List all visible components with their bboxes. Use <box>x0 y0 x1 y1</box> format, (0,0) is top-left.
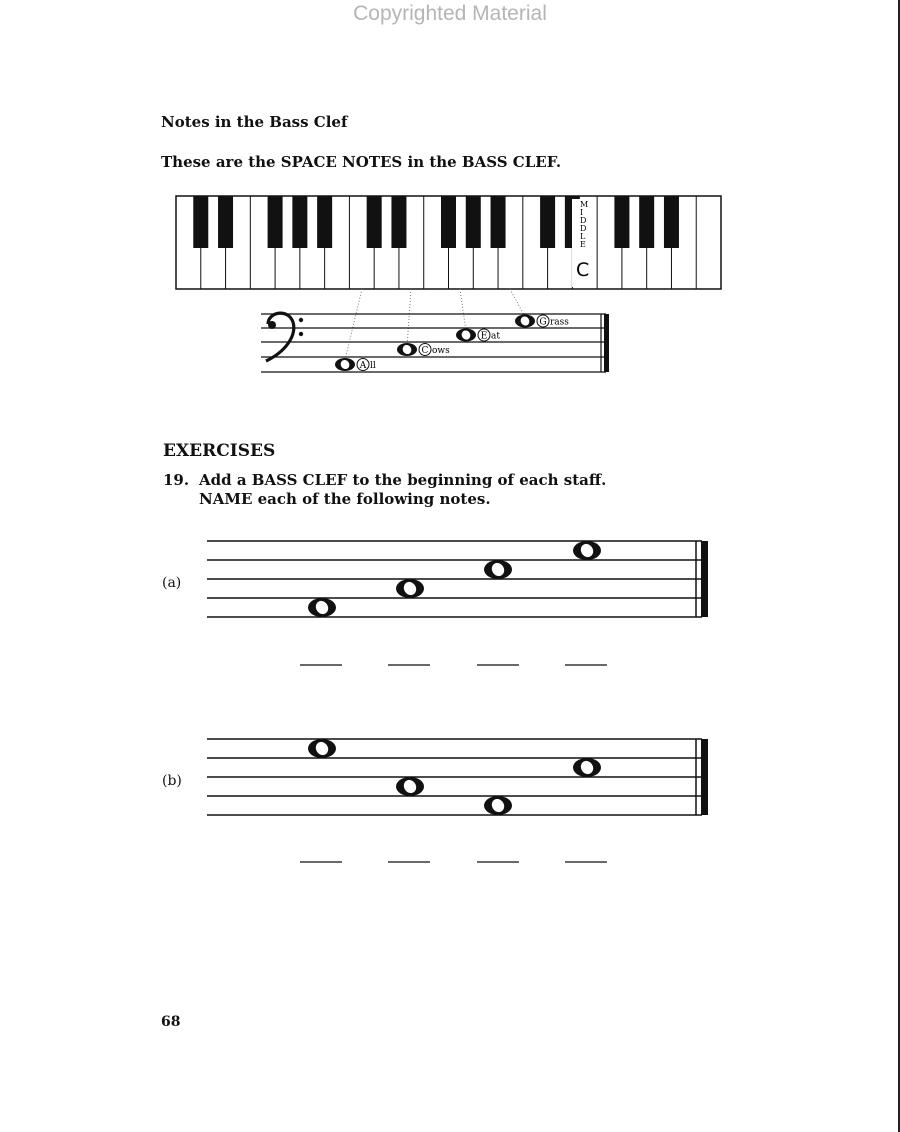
black-key <box>540 196 555 248</box>
space-note-mnemonic: at <box>491 331 500 342</box>
space-note-mnemonic: ll <box>370 361 376 371</box>
bass-clef-icon <box>266 313 303 361</box>
watermark: Copyrighted Material <box>353 2 547 25</box>
space-note-letter: A <box>359 361 367 371</box>
section-title: Notes in the Bass Clef <box>161 113 348 131</box>
black-key <box>367 196 382 248</box>
exercise-b-note-4 <box>573 758 601 777</box>
middle-c-l: L <box>580 232 586 241</box>
black-key <box>664 196 679 248</box>
black-key <box>614 196 629 248</box>
exercise-staff-a <box>207 541 708 617</box>
guide-line-e <box>460 289 466 331</box>
exercise-instruction <box>163 471 606 509</box>
space-note-e <box>456 329 476 342</box>
exercise-b-note-3 <box>484 796 512 815</box>
black-key <box>466 196 481 248</box>
black-key <box>268 196 283 248</box>
black-key <box>317 196 332 248</box>
intro-text: These are the SPACE NOTES in the BASS CLEF. <box>161 153 562 171</box>
page-number: 68 <box>161 1014 181 1030</box>
space-note-mnemonic: rass <box>550 317 569 328</box>
middle-c-d2: D <box>580 224 587 233</box>
exercise-a-note-2 <box>396 579 424 598</box>
black-key <box>639 196 654 248</box>
guide-line-a <box>345 289 362 360</box>
answer-blanks <box>300 665 607 862</box>
space-note-a <box>335 358 355 371</box>
space-note-mnemonic: ows <box>432 346 450 356</box>
space-note-letter: C <box>421 346 429 356</box>
space-note-g <box>515 315 535 328</box>
guide-line-g <box>510 289 525 317</box>
piano-keyboard <box>176 196 721 289</box>
black-key <box>193 196 208 248</box>
middle-c-d1: D <box>580 216 587 225</box>
exercise-staff-b <box>207 739 708 815</box>
exercise-label-a: (a) <box>162 575 182 591</box>
space-note-letter: G <box>539 317 547 328</box>
black-key <box>391 196 406 248</box>
guide-line-c <box>407 289 411 347</box>
middle-c-note: C <box>576 259 590 281</box>
exercises-heading: EXERCISES <box>163 441 276 461</box>
instruction-line-2: NAME each of the following notes. <box>199 490 491 508</box>
exercise-b-note-2 <box>396 777 424 796</box>
middle-c-label <box>572 199 596 287</box>
middle-c-i: I <box>580 208 584 217</box>
space-note-c <box>397 343 417 356</box>
exercise-a-note-3 <box>484 560 512 579</box>
black-key <box>441 196 456 248</box>
instruction-line-1: Add a BASS CLEF to the beginning of each staff. <box>199 471 607 489</box>
exercise-b-note-1 <box>308 739 336 758</box>
space-note-letter: E <box>480 331 488 342</box>
black-key <box>218 196 233 248</box>
exercise-number: 19. <box>163 471 190 489</box>
middle-c-m: M <box>580 200 589 209</box>
black-key <box>491 196 506 248</box>
exercise-a-note-1 <box>308 598 336 617</box>
middle-c-e: E <box>580 240 586 249</box>
exercise-a-note-4 <box>573 541 601 560</box>
exercise-label-b: (b) <box>162 773 182 789</box>
black-key <box>292 196 307 248</box>
